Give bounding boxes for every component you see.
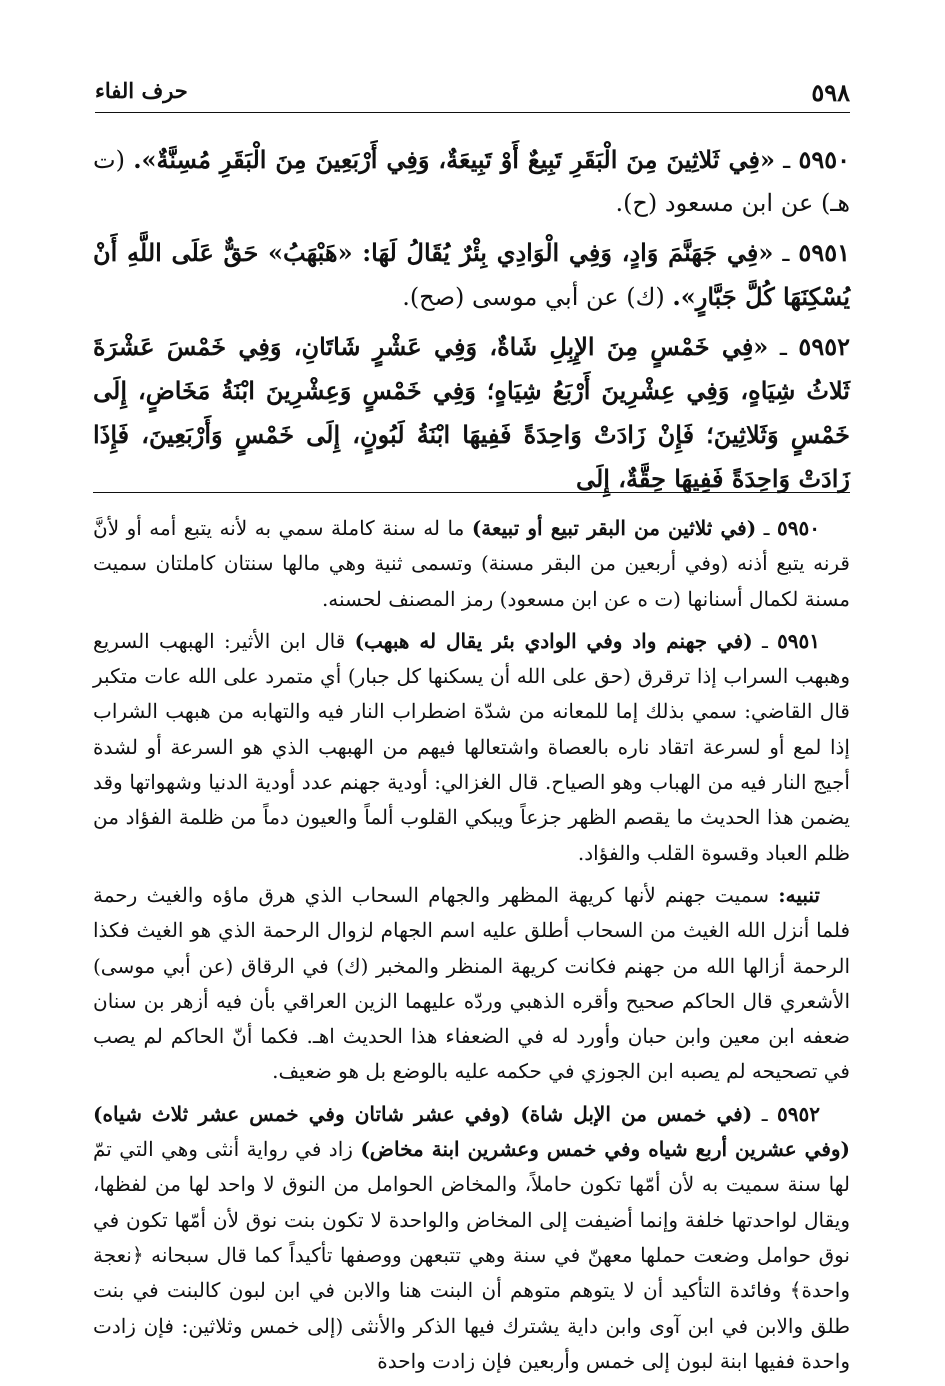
chapter-title: حرف الفاء	[95, 78, 196, 103]
commentary-note	[93, 878, 850, 1090]
commentary-lead: (في خمس من الإبل شاة) (وفي عشر شاتان وفي خمس عشر ثلاث شياه) (وفي عشرين أربع شياه وفي خمس وعشرين ابنة مخاض)	[93, 1101, 851, 1162]
commentary-body: ما له سنة كاملة سمي به لأنه يتبع أمه أو لأنَّ قرنه يتبع أذنه (وفي أربعين من البقر مسنة) وتسمى ثنية وهي مالها سنتان كاملتان سميت مسنة لكمال أسنانها (ت ه عن ابن مسعود) رمز المصنف لحسنه.	[93, 516, 850, 611]
commentary-number: ٥٩٥٠	[777, 516, 820, 540]
commentary-number: ٥٩٥٢	[777, 1101, 821, 1126]
commentary-5950: ٥٩٥٠ ـ (في ثلاثين من البقر تبيع أو تبيعة) ما له سنة كاملة سمي به لأنه يتبع أمه أو لأنَّ قرنه يتبع أذنه (وفي أربعين من البقر مسنة) وتسمى ثنية وهي مالها سنتان كاملتان سميت مسنة لكمال أسنانها (ت ه عن ابن مسعود) رمز المصنف لحسنه.	[93, 516, 850, 611]
page-header	[95, 78, 850, 113]
commentary-body: زاد في رواية أنثى وهي التي تمّ لها سنة سميت به لأن أمّها تكون حاملاً، والمخاض الحوامل من النوق لا واحد لها من لفظها، ويقال لواحدتها خلفة وإنما أضيفت إلى المخاض والواحدة لا تكون بنت نوق لأن أمّها تكون في نوق حوامل وضعت حملها معهنّ في سنة وهي تتبعهن ووصفها تأكيداً كما قال سبحانه ﴿نعجة واحدة﴾ وفائدة التأكيد أن لا يتوهم متوهم أن البنت هنا والابن في ابن لبون كالبنت في بنت طلق والابن في ابن آوى وابن داية يشترك فيها الذكر والأنثى (إلى خمس وثلاثين: فإن زادت واحدة ففيها ابنة لبون إلى خمس وأربعين فإن زادت واحدة	[93, 1137, 850, 1373]
hadith-text: «فِي ثَلاثِينَ مِنَ الْبَقَرِ تَبِيعٌ أَوْ تَبِيعَةٌ، وَفِي أَرْبَعِينَ مِنَ الْبَقَرِ مُسِنَّةٌ».	[133, 145, 775, 174]
footnote-separator	[93, 492, 850, 493]
note-body: سميت جهنم لأنها كريهة المظهر والجهام السحاب الذي هرق ماؤه والغيث رحمة فلما أنزل الله الغيث من السحاب أطلق عليه اسم الجهام لزوال الرحمة الذي هو الغيث فكذا الرحمة أزالها الله من جهنم فكانت كريهة المنظر والمخبر (ك) في الرقاق (عن أبي موسى) الأشعري قال الحاكم صحيح وأقره الذهبي وردّه عليهما الزين العراقي بأن فيه أزهر بن سنان ضعفه ابن معين وابن حبان وأورد له في الضعفاء هذا الحديث اهـ. فكما أنّ الحاكم لم يصب في تصحيحه لم يصبه ابن الجوزي في حكمه عليه بالوضع بل هو ضعيف.	[93, 882, 850, 1084]
hadith-text: «فِي خَمْسٍ مِنَ الإِبِلِ شَاةٌ، وَفِي عَشْرٍ شَاتَانِ، وَفِي خَمْسَ عَشْرَةَ ثَلاثُ شِيَاهٍ، وَفِي عِشْرِينَ أَرْبَعُ شِيَاهٍ؛ وَفِي خَمْسٍ وَعِشْرِينَ ابْنَةُ مَخَاضٍ، إِلَى خَمْسٍ وَثَلاثِينَ؛ فَإِنْ زَادَتْ وَاحِدَةً فَفِيهَا ابْنَةُ لَبُونٍ، إِلَى خَمْسٍ وَأَرْبَعِينَ، فَإِذَا زَادَتْ وَاحِدَةً فَفِيهَا حِقَّةٌ، إِلَى	[93, 332, 850, 493]
commentary-body: قال ابن الأثير: الهبهب السريع وهبهب السراب إذا ترقرق (حق على الله أن يسكنها كل جبار) أي متمرد على الله عات متكبر قال القاضي: سمي بذلك إما للمعانه من شدّة اضطراب النار فيه والتهابه من هبهب الشراب إذا لمع أو لسرعة اتقاد ناره بالعصاة واشتعالها فيهم من الهبهب الذي هو السرعة أو لشدة أجيج النار فيه من الهباب وهو الصياح. قال الغزالي: أودية جهنم عدد أودية الدنيا وشهواتها وقد يضمن هذا الحديث ما يقصم الظهر جزعاً ويبكي القلوب ألماً والعيون دماً من ظلمة الفؤاد من ظلم العباد وقسوة القلب والفؤاد.	[93, 628, 850, 865]
hadith-text: «فِي جَهَنَّمَ وَادٍ، وَفِي الْوَادِي بِئْرٌ يُقَالُ لَهَا: «هَبْهَبُ» حَقٌّ عَلَى اللَّهِ أَنْ يُسْكِنَهَا كُلَّ جَبَّارٍ».	[93, 238, 850, 311]
commentary-number: ٥٩٥١	[777, 628, 821, 653]
hadith-number: ٥٩٥٢	[798, 332, 850, 361]
hadith-5950: ٥٩٥٠ ـ «فِي ثَلاثِينَ مِنَ الْبَقَرِ تَبِيعٌ أَوْ تَبِيعَةٌ، وَفِي أَرْبَعِينَ مِنَ الْبَقَرِ مُسِنَّةٌ». (ت هـ) عن ابن مسعود (ح).	[93, 145, 850, 217]
commentary-5952: ٥٩٥٢ ـ (في خمس من الإبل شاة) (وفي عشر شاتان وفي خمس عشر ثلاث شياه) (وفي عشرين أربع شياه وفي خمس وعشرين ابنة مخاض) زاد في رواية أنثى وهي التي تمّ لها سنة سميت به لأن أمّها تكون حاملاً، والمخاض الحوامل من النوق لا واحد لها من لفظها، ويقال لواحدتها خلفة وإنما أضيفت إلى المخاض والواحدة لا تكون بنت نوق لأن أمّها تكون في نوق حوامل وضعت حملها معهنّ في سنة وهي تتبعهن ووصفها تأكيداً كما قال سبحانه ﴿نعجة واحدة﴾ وفائدة التأكيد أن لا يتوهم متوهم أن البنت هنا والابن في ابن لبون كالبنت في بنت طلق والابن في ابن آوى وابن داية يشترك فيها الذكر والأنثى (إلى خمس وثلاثين: فإن زادت واحدة ففيها ابنة لبون إلى خمس وأربعين فإن زادت واحدة	[93, 1101, 851, 1373]
note-lead: تنبيه:	[778, 882, 820, 907]
hadith-source: (ت هـ) عن ابن مسعود (ح).	[93, 146, 850, 217]
hadith-source: (ك) عن أبي موسى (صح).	[402, 283, 665, 311]
commentary-section	[93, 511, 850, 1386]
commentary-lead: (في ثلاثين من البقر تبيع أو تبيعة)	[471, 516, 757, 540]
page-number: ٥٩٨	[803, 78, 850, 107]
hadith-5951: ٥٩٥١ ـ «فِي جَهَنَّمَ وَادٍ، وَفِي الْوَادِي بِئْرٌ يُقَالُ لَهَا: «هَبْهَبُ» حَقٌّ عَلَى اللَّهِ أَنْ يُسْكِنَهَا كُلَّ جَبَّارٍ». (ك) عن أبي موسى (صح).	[93, 238, 850, 311]
hadith-section	[93, 138, 850, 507]
hadith-5952: ٥٩٥٢ ـ «فِي خَمْسٍ مِنَ الإِبِلِ شَاةٌ، وَفِي عَشْرٍ شَاتَانِ، وَفِي خَمْسَ عَشْرَةَ ثَلاثُ شِيَاهٍ، وَفِي عِشْرِينَ أَرْبَعُ شِيَاهٍ؛ وَفِي خَمْسٍ وَعِشْرِينَ ابْنَةُ مَخَاضٍ، إِلَى خَمْسٍ وَثَلاثِينَ؛ فَإِنْ زَادَتْ وَاحِدَةً فَفِيهَا ابْنَةُ لَبُونٍ، إِلَى خَمْسٍ وَأَرْبَعِينَ، فَإِذَا زَادَتْ وَاحِدَةً فَفِيهَا حِقَّةٌ، إِلَى	[93, 332, 850, 493]
commentary-lead: (في جهنم واد وفي الوادي بئر يقال له هبهب)	[354, 628, 753, 653]
commentary-5951: ٥٩٥١ ـ (في جهنم واد وفي الوادي بئر يقال له هبهب) قال ابن الأثير: الهبهب السريع وهبهب السراب إذا ترقرق (حق على الله أن يسكنها كل جبار) أي متمرد على الله عات متكبر قال القاضي: سمي بذلك إما للمعانه من شدّة اضطراب النار فيه والتهابه من هبهب الشراب إذا لمع أو لسرعة اتقاد ناره بالعصاة واشتعالها فيهم من الهبهب الذي هو السرعة أو لشدة أجيج النار فيه من الهباب وهو الصياح. قال الغزالي: أودية جهنم عدد أودية الدنيا وشهواتها وقد يضمن هذا الحديث ما يقصم الظهر جزعاً ويبكي القلوب ألماً والعيون دماً من ظلمة الفؤاد من ظلم العباد وقسوة القلب والفؤاد.	[93, 628, 850, 865]
hadith-number: ٥٩٥١	[798, 238, 850, 267]
hadith-number: ٥٩٥٠	[798, 145, 850, 174]
